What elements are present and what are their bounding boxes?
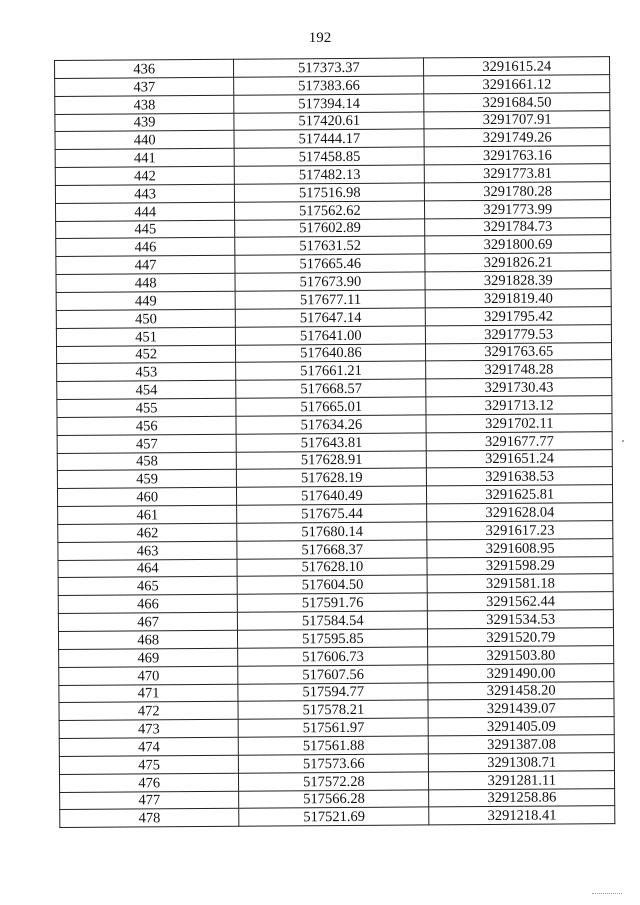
y-coordinate-cell: 3291661.12 bbox=[424, 74, 610, 93]
point-number-cell: 457 bbox=[57, 434, 236, 453]
y-coordinate-cell: 3291713.12 bbox=[426, 396, 612, 415]
point-number-cell: 466 bbox=[58, 595, 237, 614]
x-coordinate-cell: 517628.91 bbox=[236, 450, 426, 469]
point-number-cell: 467 bbox=[58, 612, 237, 631]
point-number-cell: 462 bbox=[58, 523, 237, 542]
y-coordinate-cell: 3291819.40 bbox=[426, 289, 612, 308]
y-coordinate-cell: 3291763.65 bbox=[426, 342, 612, 361]
x-coordinate-cell: 517607.56 bbox=[238, 665, 428, 684]
y-coordinate-cell: 3291779.53 bbox=[426, 324, 612, 343]
x-coordinate-cell: 517628.19 bbox=[237, 468, 427, 487]
y-coordinate-cell: 3291308.71 bbox=[429, 753, 615, 772]
y-coordinate-cell: 3291617.23 bbox=[427, 521, 613, 540]
point-number-cell: 454 bbox=[57, 380, 236, 399]
y-coordinate-cell: 3291490.00 bbox=[428, 663, 614, 682]
x-coordinate-cell: 517602.89 bbox=[235, 219, 425, 238]
y-coordinate-cell: 3291638.53 bbox=[427, 467, 613, 486]
x-coordinate-cell: 517665.01 bbox=[236, 397, 426, 416]
x-coordinate-cell: 517482.13 bbox=[234, 165, 424, 184]
point-number-cell: 478 bbox=[60, 809, 239, 828]
y-coordinate-cell: 3291795.42 bbox=[426, 306, 612, 325]
point-number-cell: 477 bbox=[60, 791, 239, 810]
y-coordinate-cell: 3291458.20 bbox=[428, 681, 614, 700]
x-coordinate-cell: 517604.50 bbox=[237, 575, 427, 594]
y-coordinate-cell: 3291625.81 bbox=[427, 485, 613, 504]
x-coordinate-cell: 517373.37 bbox=[234, 58, 424, 77]
x-coordinate-cell: 517566.28 bbox=[239, 789, 429, 808]
y-coordinate-cell: 3291749.26 bbox=[424, 128, 610, 147]
y-coordinate-cell: 3291763.16 bbox=[425, 146, 611, 165]
y-coordinate-cell: 3291784.73 bbox=[425, 217, 611, 236]
point-number-cell: 456 bbox=[57, 416, 236, 435]
point-number-cell: 439 bbox=[55, 113, 234, 132]
page-number: 192 bbox=[308, 30, 332, 46]
point-number-cell: 449 bbox=[56, 291, 235, 310]
x-coordinate-cell: 517521.69 bbox=[239, 807, 429, 826]
x-coordinate-cell: 517665.46 bbox=[235, 254, 425, 273]
x-coordinate-cell: 517561.88 bbox=[238, 736, 428, 755]
y-coordinate-cell: 3291773.81 bbox=[425, 164, 611, 183]
x-coordinate-cell: 517444.17 bbox=[234, 129, 424, 148]
point-number-cell: 472 bbox=[59, 702, 238, 721]
point-number-cell: 465 bbox=[58, 577, 237, 596]
x-coordinate-cell: 517643.81 bbox=[236, 433, 426, 452]
y-coordinate-cell: 3291534.53 bbox=[428, 610, 614, 629]
x-coordinate-cell: 517584.54 bbox=[238, 611, 428, 630]
x-coordinate-cell: 517383.66 bbox=[234, 76, 424, 95]
x-coordinate-cell: 517647.14 bbox=[235, 308, 425, 327]
point-number-cell: 438 bbox=[55, 95, 234, 114]
y-coordinate-cell: 3291780.28 bbox=[425, 182, 611, 201]
y-coordinate-cell: 3291800.69 bbox=[425, 235, 611, 254]
point-number-cell: 442 bbox=[55, 166, 234, 185]
y-coordinate-cell: 3291651.24 bbox=[427, 449, 613, 468]
point-number-cell: 461 bbox=[58, 505, 237, 524]
x-coordinate-cell: 517562.62 bbox=[235, 201, 425, 220]
x-coordinate-cell: 517641.00 bbox=[236, 326, 426, 345]
point-number-cell: 459 bbox=[57, 470, 236, 489]
coordinate-table-body bbox=[55, 57, 615, 828]
y-coordinate-cell: 3291608.95 bbox=[427, 538, 613, 557]
y-coordinate-cell: 3291707.91 bbox=[424, 110, 610, 129]
point-number-cell: 475 bbox=[59, 755, 238, 774]
y-coordinate-cell: 3291826.21 bbox=[425, 253, 611, 272]
point-number-cell: 437 bbox=[55, 77, 234, 96]
x-coordinate-cell: 517595.85 bbox=[238, 629, 428, 648]
y-coordinate-cell: 3291628.04 bbox=[427, 503, 613, 522]
x-coordinate-cell: 517680.14 bbox=[237, 522, 427, 541]
point-number-cell: 470 bbox=[59, 666, 238, 685]
point-number-cell: 448 bbox=[56, 273, 235, 292]
y-coordinate-cell: 3291258.86 bbox=[429, 788, 615, 807]
x-coordinate-cell: 517640.49 bbox=[237, 486, 427, 505]
x-coordinate-cell: 517572.28 bbox=[239, 772, 429, 791]
point-number-cell: 471 bbox=[59, 684, 238, 703]
x-coordinate-cell: 517458.85 bbox=[234, 147, 424, 166]
y-coordinate-cell: 3291684.50 bbox=[424, 92, 610, 111]
point-number-cell: 463 bbox=[58, 541, 237, 560]
point-number-cell: 468 bbox=[58, 630, 237, 649]
point-number-cell: 441 bbox=[55, 148, 234, 167]
scan-edge-mark bbox=[592, 893, 622, 895]
x-coordinate-cell: 517420.61 bbox=[234, 111, 424, 130]
point-number-cell: 469 bbox=[59, 648, 238, 667]
y-coordinate-cell: 3291598.29 bbox=[427, 556, 613, 575]
y-coordinate-cell: 3291615.24 bbox=[424, 57, 610, 76]
y-coordinate-cell: 3291702.11 bbox=[426, 413, 612, 432]
point-number-cell: 452 bbox=[56, 345, 235, 364]
y-coordinate-cell: 3291581.18 bbox=[428, 574, 614, 593]
y-coordinate-cell: 3291281.11 bbox=[429, 770, 615, 789]
y-coordinate-cell: 3291520.79 bbox=[428, 628, 614, 647]
x-coordinate-cell: 517628.10 bbox=[237, 558, 427, 577]
x-coordinate-cell: 517573.66 bbox=[239, 754, 429, 773]
point-number-cell: 458 bbox=[57, 452, 236, 471]
x-coordinate-cell: 517578.21 bbox=[238, 700, 428, 719]
point-number-cell: 460 bbox=[57, 487, 236, 506]
point-number-cell: 453 bbox=[57, 363, 236, 382]
x-coordinate-cell: 517668.57 bbox=[236, 379, 426, 398]
x-coordinate-cell: 517640.86 bbox=[236, 343, 426, 362]
point-number-cell: 447 bbox=[56, 256, 235, 275]
x-coordinate-cell: 517668.37 bbox=[237, 540, 427, 559]
y-coordinate-cell: 3291748.28 bbox=[426, 360, 612, 379]
x-coordinate-cell: 517677.11 bbox=[235, 290, 425, 309]
y-coordinate-cell: 3291439.07 bbox=[428, 699, 614, 718]
x-coordinate-cell: 517591.76 bbox=[237, 593, 427, 612]
point-number-cell: 436 bbox=[55, 59, 234, 78]
y-coordinate-cell: 3291218.41 bbox=[429, 806, 615, 825]
y-coordinate-cell: 3291677.77 bbox=[427, 431, 613, 450]
scan-speck bbox=[622, 440, 624, 442]
point-number-cell: 476 bbox=[59, 773, 238, 792]
x-coordinate-cell: 517606.73 bbox=[238, 647, 428, 666]
x-coordinate-cell: 517594.77 bbox=[238, 682, 428, 701]
point-number-cell: 446 bbox=[56, 238, 235, 257]
point-number-cell: 443 bbox=[55, 184, 234, 203]
table-row bbox=[60, 806, 615, 828]
y-coordinate-cell: 3291562.44 bbox=[428, 592, 614, 611]
point-number-cell: 450 bbox=[56, 309, 235, 328]
x-coordinate-cell: 517661.21 bbox=[236, 361, 426, 380]
x-coordinate-cell: 517675.44 bbox=[237, 504, 427, 523]
y-coordinate-cell: 3291387.08 bbox=[429, 735, 615, 754]
x-coordinate-cell: 517634.26 bbox=[236, 415, 426, 434]
point-number-cell: 444 bbox=[56, 202, 235, 221]
coordinate-table bbox=[54, 56, 615, 828]
y-coordinate-cell: 3291828.39 bbox=[425, 271, 611, 290]
x-coordinate-cell: 517631.52 bbox=[235, 236, 425, 255]
point-number-cell: 455 bbox=[57, 398, 236, 417]
y-coordinate-cell: 3291405.09 bbox=[429, 717, 615, 736]
x-coordinate-cell: 517561.97 bbox=[238, 718, 428, 737]
x-coordinate-cell: 517673.90 bbox=[235, 272, 425, 291]
x-coordinate-cell: 517394.14 bbox=[234, 94, 424, 113]
point-number-cell: 445 bbox=[56, 220, 235, 239]
point-number-cell: 451 bbox=[56, 327, 235, 346]
x-coordinate-cell: 517516.98 bbox=[235, 183, 425, 202]
y-coordinate-cell: 3291773.99 bbox=[425, 199, 611, 218]
point-number-cell: 473 bbox=[59, 719, 238, 738]
y-coordinate-cell: 3291730.43 bbox=[426, 378, 612, 397]
point-number-cell: 464 bbox=[58, 559, 237, 578]
y-coordinate-cell: 3291503.80 bbox=[428, 645, 614, 664]
point-number-cell: 474 bbox=[59, 737, 238, 756]
point-number-cell: 440 bbox=[55, 131, 234, 150]
